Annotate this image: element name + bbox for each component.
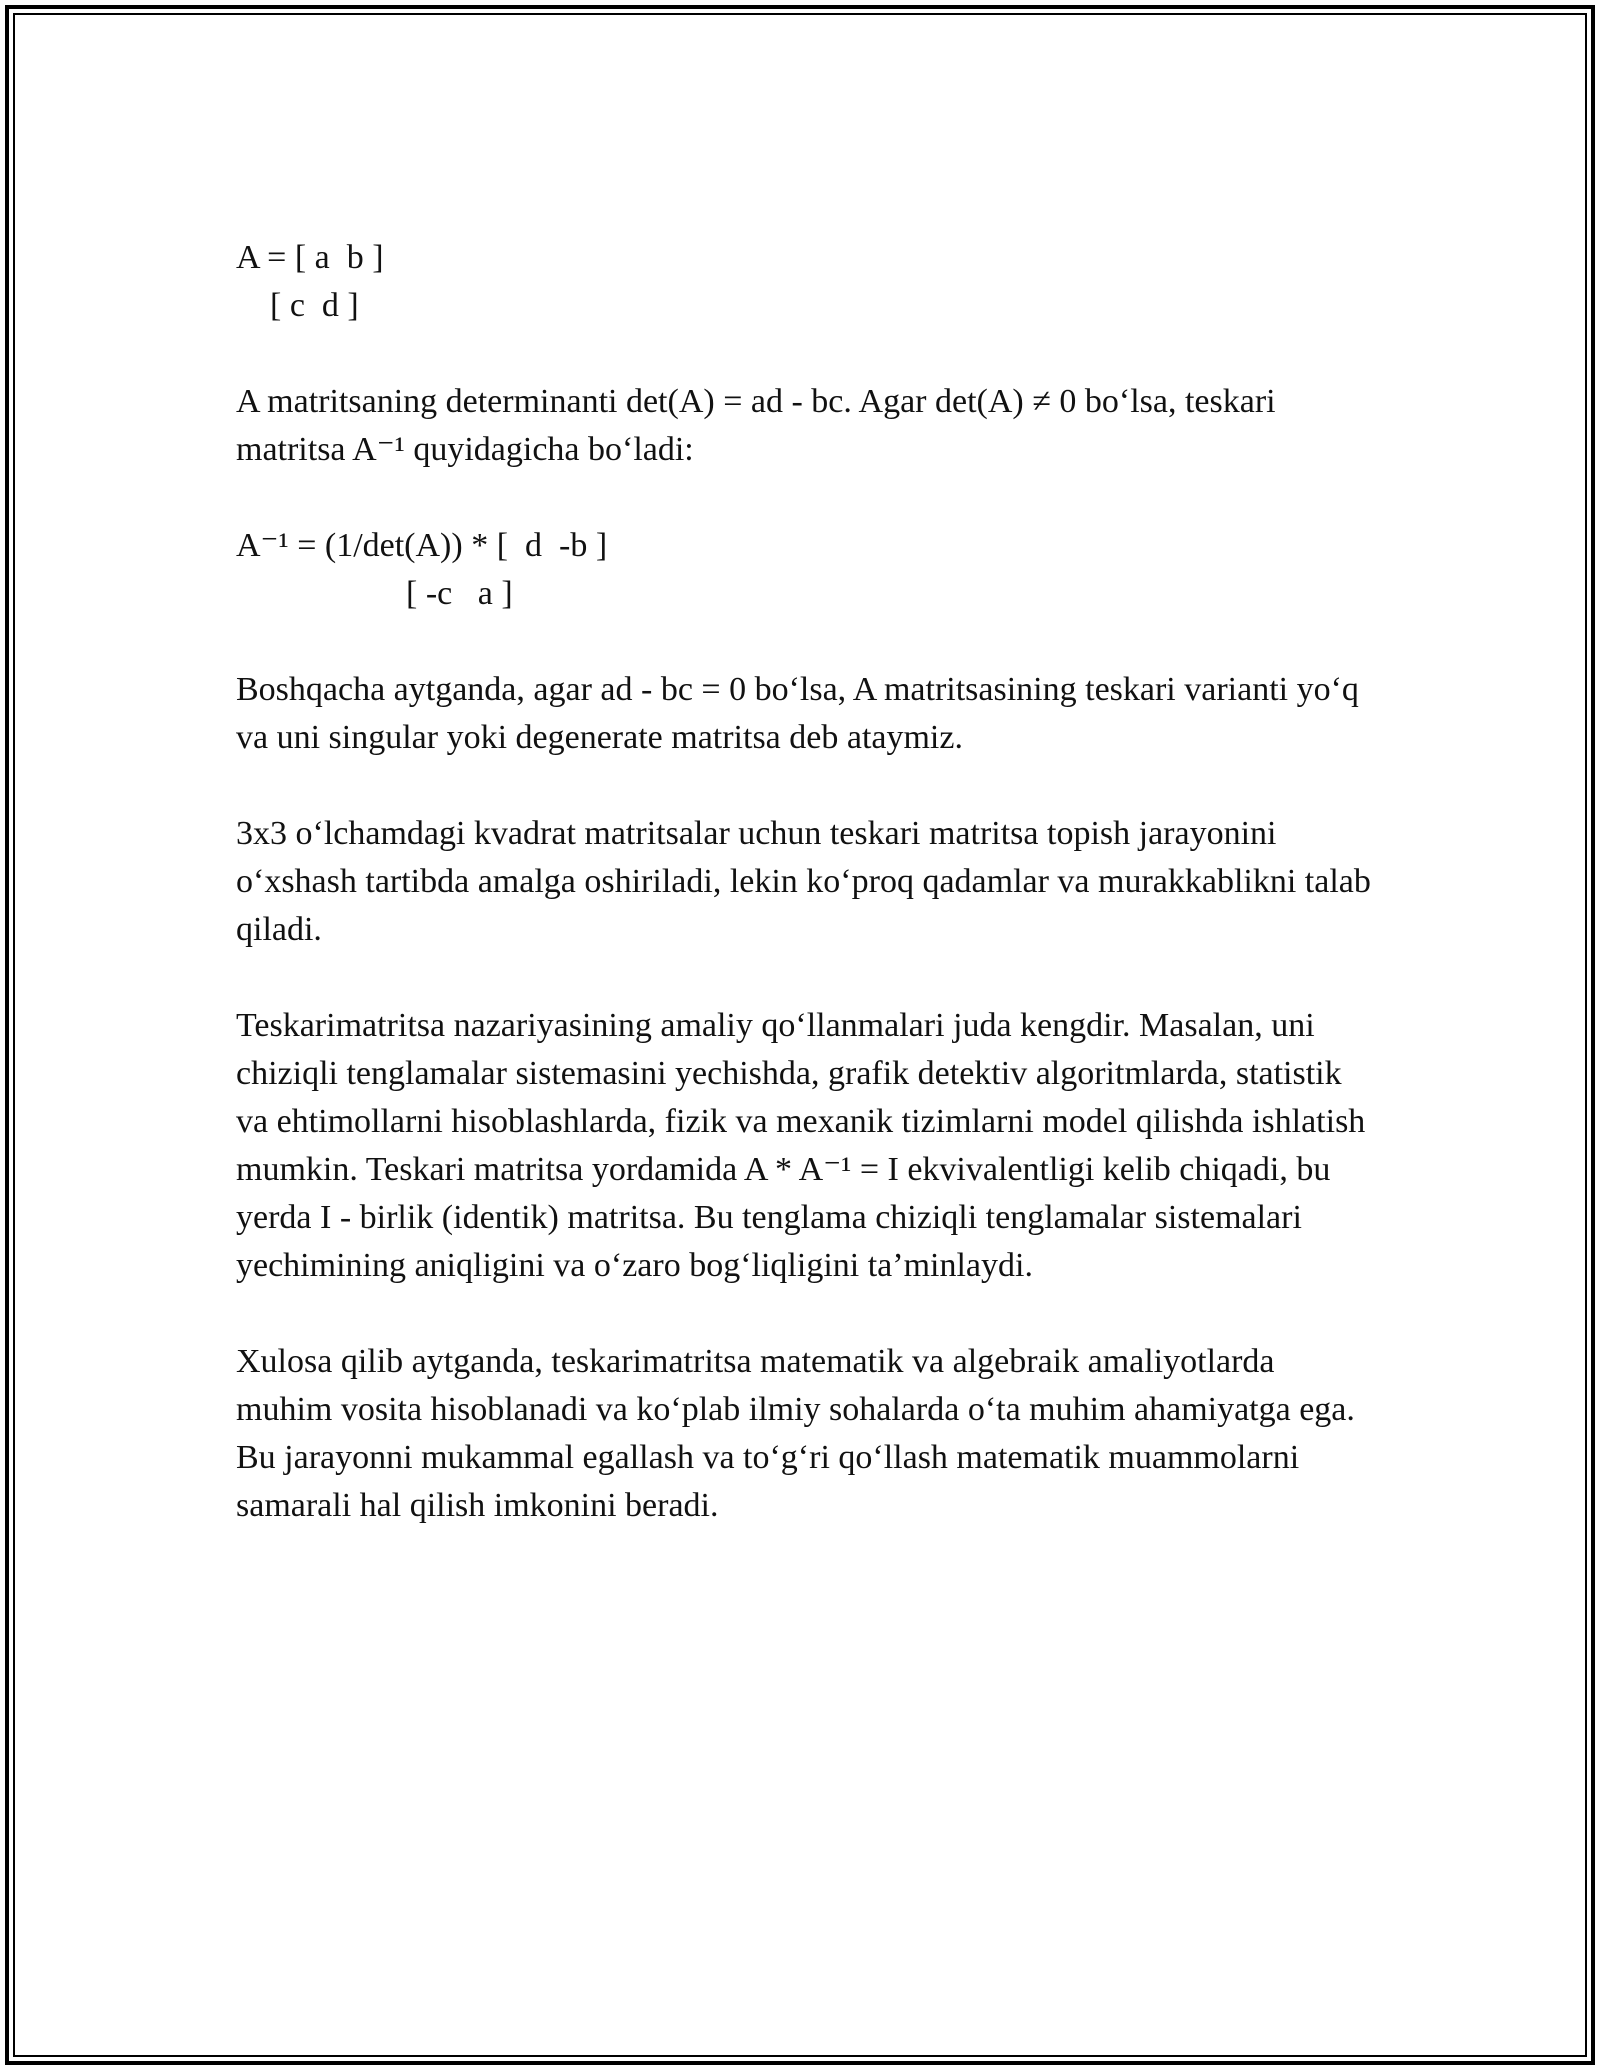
inverse-formula-line-2: [ -c a ] [236, 575, 513, 612]
matrix-definition [236, 234, 1376, 330]
conclusion-paragraph [236, 1338, 1376, 1530]
applications-text: Teskarimatritsa nazariyasining amaliy qo‘llanmalari juda kengdir. Masalan, uni chiziqli tenglamalar sistemasini yechishda, grafik detektiv algoritmlarda, statistik va ehtimollarni hisoblashlarda, fizik va mexanik tizimlarni model qilishda ishlatish mumkin. Teskari matritsa yordamida A * A⁻¹ = I ekvivalentligi kelib chiqadi, bu yerda I - birlik (identik) matritsa. Bu tenglama chiziqli tenglamalar sistemalari yechimining aniqligini va o‘zaro bog‘liqligini ta’minlaydi. [236, 1007, 1366, 1284]
matrix-definition-line-1: A = [ a b ] [236, 239, 384, 276]
three-by-three-text: 3x3 o‘lchamdagi kvadrat matritsalar uchun teskari matritsa topish jarayonini o‘xshash tartibda amalga oshiriladi, lekin ko‘proq qadamlar va murakkablikni talab qiladi. [236, 815, 1371, 948]
applications-paragraph [236, 1002, 1376, 1290]
conclusion-text: Xulosa qilib aytganda, teskarimatritsa matematik va algebraik amaliyotlarda muhim vosita hisoblanadi va ko‘plab ilmiy sohalarda o‘ta muhim ahamiyatga ega. Bu jarayonni mukammal egallash va to‘g‘ri qo‘llash matematik muammolarni samarali hal qilish imkonini beradi. [236, 1343, 1355, 1524]
inverse-formula [236, 522, 1376, 618]
inverse-formula-line-1: A⁻¹ = (1/det(A)) * [ d -b ] [236, 527, 608, 564]
determinant-paragraph [236, 378, 1376, 474]
three-by-three-paragraph [236, 810, 1376, 954]
determinant-text: A matritsaning determinanti det(A) = ad - bc. Agar det(A) ≠ 0 bo‘lsa, teskari matritsa A⁻¹ quyidagicha bo‘ladi: [236, 383, 1276, 468]
singular-text: Boshqacha aytganda, agar ad - bc = 0 bo‘lsa, A matritsasining teskari varianti yo‘q va uni singular yoki degenerate matritsa deb ataymiz. [236, 671, 1359, 756]
document-body [236, 234, 1376, 1578]
singular-paragraph [236, 666, 1376, 762]
matrix-definition-line-2: [ c d ] [236, 287, 359, 324]
